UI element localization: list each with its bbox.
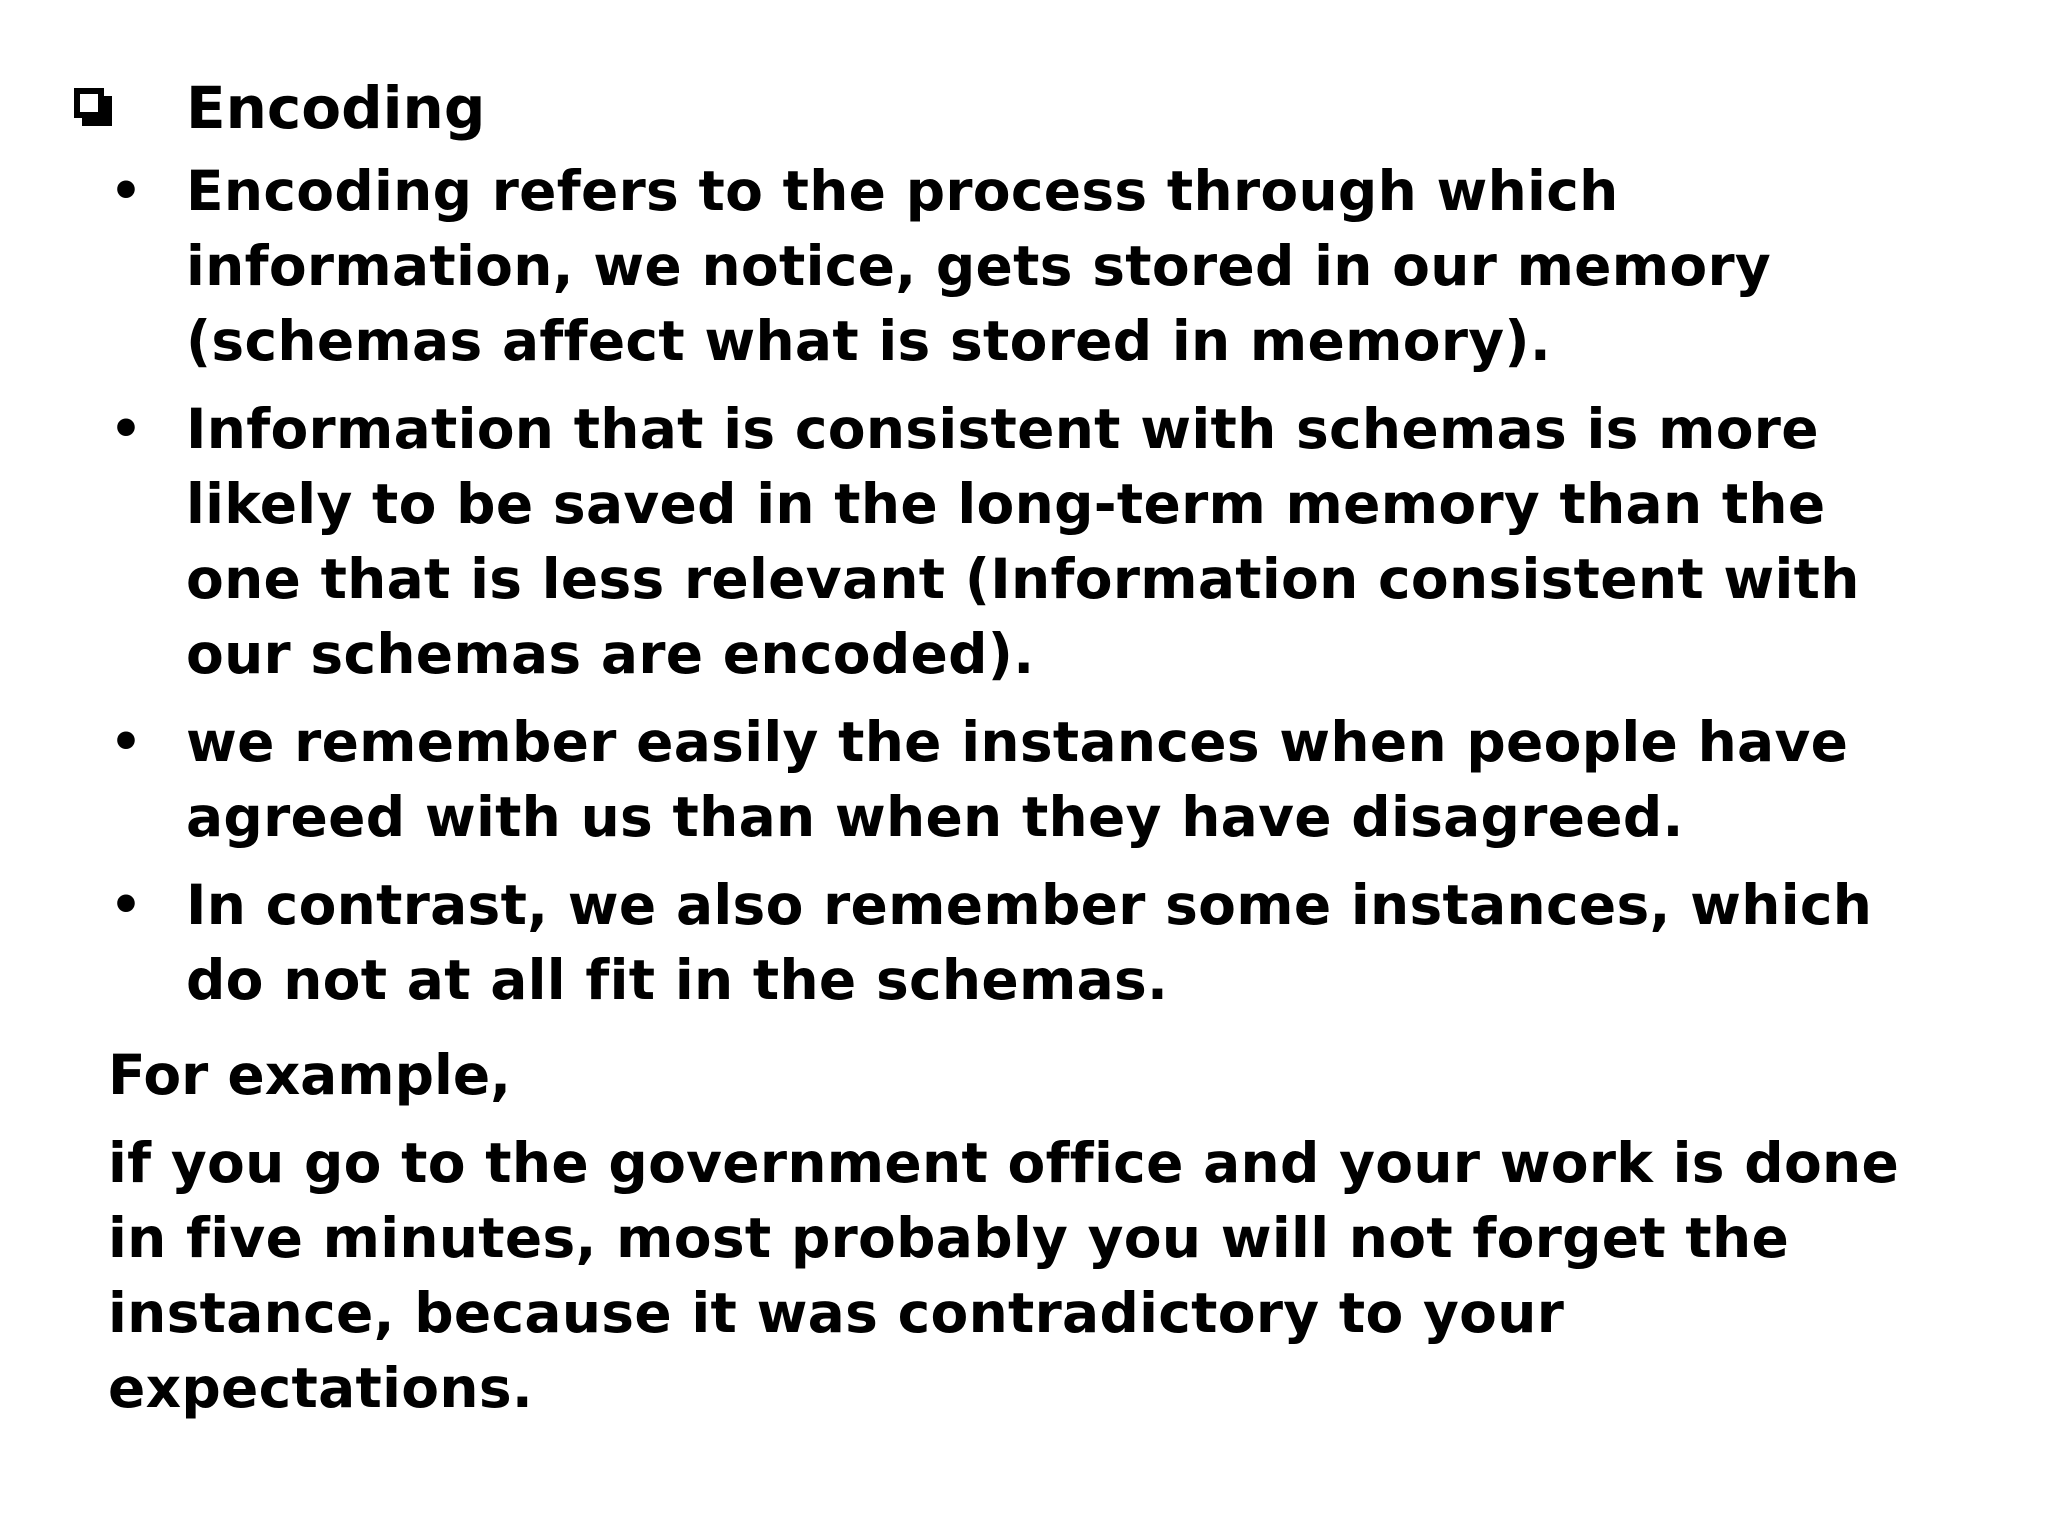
bullet-item bbox=[104, 392, 1944, 692]
bullet-dot-icon: • bbox=[110, 876, 143, 934]
bullet-item bbox=[104, 705, 1944, 855]
bullet-dot-icon: • bbox=[110, 400, 143, 458]
bullet-text: Information that is consistent with schemas is more likely to be saved in the long-term memory than the one that is less relevant (Information consistent with our schemas are encoded). bbox=[186, 397, 1860, 686]
bullet-item bbox=[104, 868, 1944, 1018]
checkbox-icon bbox=[74, 88, 114, 128]
example-label: For example, bbox=[108, 1043, 512, 1107]
bullet-dot-icon: • bbox=[110, 713, 143, 771]
bullet-item bbox=[104, 154, 1944, 379]
section-heading bbox=[74, 70, 486, 146]
bullet-text: we remember easily the instances when people have agreed with us than when they have disagreed. bbox=[186, 710, 1849, 849]
heading-title: Encoding bbox=[186, 74, 486, 142]
bullet-list bbox=[104, 154, 1944, 1031]
bullet-text: Encoding refers to the process through which information, we notice, gets stored in our memory (schemas affect what is stored in memory). bbox=[186, 159, 1772, 373]
example-body: if you go to the government office and your work is done in five minutes, most probably you will not forget the instance, because it was contradictory to your expectations. bbox=[108, 1131, 1900, 1420]
bullet-text: In contrast, we also remember some instances, which do not at all fit in the schemas. bbox=[186, 873, 1873, 1012]
bullet-dot-icon: • bbox=[110, 162, 143, 220]
